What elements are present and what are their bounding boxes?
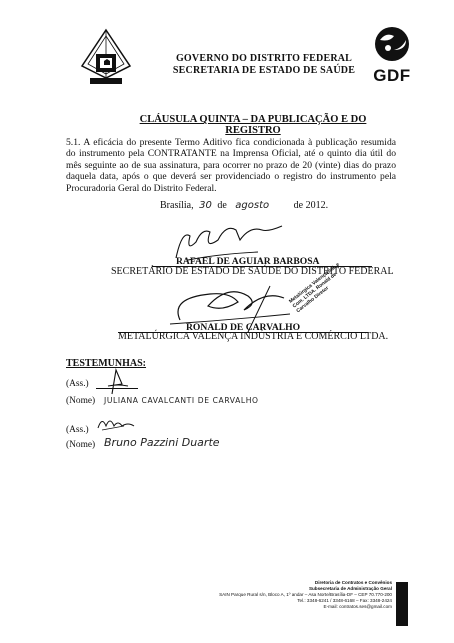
- footer-directorate: Diretoria de Contratos e Convênios: [314, 580, 392, 585]
- witnesses-heading: TESTEMUNHAS:: [66, 358, 147, 369]
- witness-1-signature: [96, 366, 136, 396]
- witness-2-nome-label: (Nome): [66, 440, 96, 450]
- coat-of-arms-logo: [78, 28, 134, 92]
- footer-subsecretariat: Subsecretaria de Administração Geral: [308, 586, 392, 591]
- company-stamp-text: Metalúrgica Valença Ind. e Com. LTDA. Ronald de Carvalho Diretor: [288, 261, 341, 315]
- footer-block: [192, 580, 392, 610]
- header-secretariat-line: SECRETARIA DE ESTADO DE SAÚDE: [172, 65, 356, 76]
- witness-2-name: Bruno Pazzini Duarte: [104, 436, 220, 449]
- gdf-logo: [366, 26, 418, 85]
- date-month-handwritten: agosto: [235, 200, 270, 211]
- witness-1-sign-line: [96, 388, 138, 389]
- gdf-emblem-icon: [366, 26, 418, 62]
- witness-2-signature: [96, 414, 136, 434]
- signatory-1-role: SECRETÁRIO DE ESTADO DE SAÚDE DO DISTRITO FEDERAL: [111, 266, 394, 277]
- witness-1-name: JULIANA CAVALCANTI DE CARVALHO: [104, 396, 259, 405]
- signatory-2-name: RONALD DE CARVALHO: [186, 322, 301, 333]
- date-city: Brasília,: [160, 200, 194, 211]
- footer-email: E-mail: contratos.ses@gmail.com: [323, 604, 392, 609]
- witness-1-ass-label: (Ass.): [66, 379, 89, 389]
- footer-address: SAIN Parque Rural s/n, Bloco A, 1º andar – Asa Norte/Brasília-DF – CEP 70.770-200: [219, 592, 392, 597]
- date-de: de: [217, 200, 227, 211]
- gdf-logo-text: GDF: [373, 66, 411, 85]
- footer-phone: Tel.: 3348-6241 / 3348-6168 – Fax: 3348-2424: [297, 598, 392, 603]
- footer-black-bar: [396, 582, 408, 626]
- header-government-line: GOVERNO DO DISTRITO FEDERAL: [175, 53, 353, 64]
- date-year: de 2012.: [293, 200, 329, 211]
- witness-2-ass-label: (Ass.): [66, 425, 89, 435]
- date-day-handwritten: 30: [199, 200, 212, 211]
- clause-title: CLÁUSULA QUINTA – DA PUBLICAÇÃO E DO REGISTRO: [139, 114, 367, 136]
- signatory-2-company: METALÚRGICA VALENÇA INDÚSTRIA E COMÉRCIO LTDA.: [118, 331, 389, 342]
- date-line: [160, 200, 328, 211]
- witness-1-nome-label: (Nome): [66, 396, 96, 406]
- signatory-1-name: RAFAEL DE AGUIAR BARBOSA: [176, 256, 320, 267]
- clause-paragraph: 5.1. A eficácia do presente Termo Aditivo fica condicionada à publicação resumida do instrumento pela CONTRATANTE na Imprensa Oficial, até o quinto dia útil do mês seguinte ao de sua assinatura, para ocorrer no prazo de 20 (vinte) dias do prazo daquela data, após o que deverá ser providenciado o registro do instrumento pela Procuradoria Geral do Distrito Federal.: [66, 137, 396, 194]
